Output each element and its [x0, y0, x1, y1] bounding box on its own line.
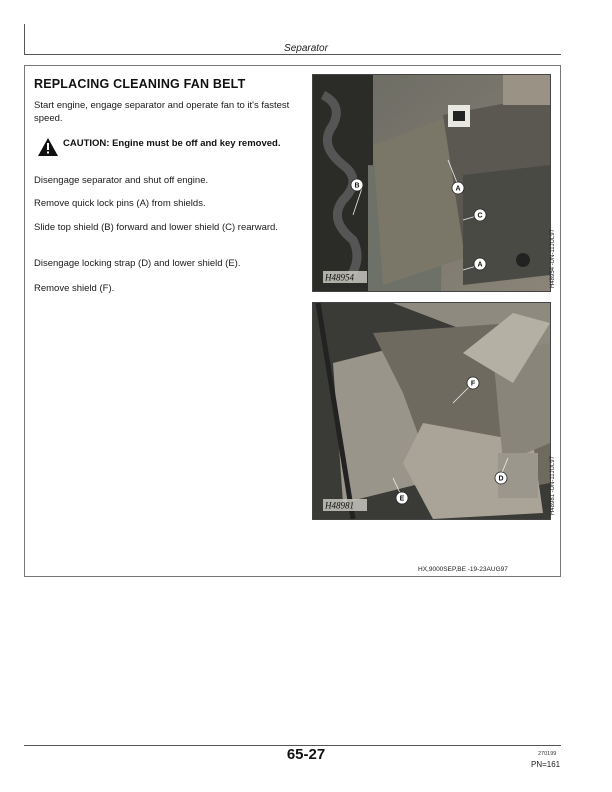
callout-a-top — [452, 182, 464, 194]
callout-d — [495, 472, 507, 484]
page-number: 65-27 — [286, 746, 326, 763]
photo-id: H48981 — [325, 500, 354, 511]
article-title: REPLACING CLEANING FAN BELT — [34, 77, 246, 91]
photo-locking-strap — [312, 302, 551, 520]
caution-text: CAUTION: Engine must be off and key removed. — [63, 138, 281, 149]
photo-id: H48954 — [325, 272, 354, 283]
section-title: Separator — [284, 43, 328, 54]
step-4: Slide top shield (B) forward and lower shield (C) rearward. — [34, 222, 278, 233]
callout-f — [467, 377, 479, 389]
step-6: Remove shield (F). — [34, 283, 115, 294]
step-1: Start engine, engage separator and operate fan to it's fastest speed. — [34, 100, 290, 124]
step-3: Remove quick lock pins (A) from shields. — [34, 198, 206, 209]
print-code: 270199 — [538, 751, 557, 757]
photo-side-label: H48981 -UN-11JUL97 — [550, 456, 556, 515]
callout-c — [474, 209, 486, 221]
pn-label: PN=161 — [531, 760, 561, 769]
svg-text:C: C — [477, 212, 483, 220]
callout-e — [396, 492, 408, 504]
footer-reference: HX,9000SEP,BE -19-23AUG97 — [418, 566, 508, 573]
callout-b — [351, 179, 363, 191]
svg-text:A: A — [455, 185, 461, 193]
step-2: Disengage separator and shut off engine. — [34, 175, 209, 186]
svg-text:B: B — [354, 182, 360, 190]
svg-text:E: E — [399, 495, 405, 503]
svg-text:F: F — [470, 380, 476, 388]
photo-side-label: H48954 -UN-11JUL97 — [550, 229, 556, 288]
warning-icon — [38, 138, 58, 156]
top-rule — [24, 54, 561, 55]
svg-text:A: A — [477, 261, 483, 269]
callout-a-bottom — [474, 258, 486, 270]
photo-shields — [312, 74, 551, 292]
step-5: Disengage locking strap (D) and lower shield (E). — [34, 258, 241, 269]
svg-text:D: D — [498, 475, 504, 483]
